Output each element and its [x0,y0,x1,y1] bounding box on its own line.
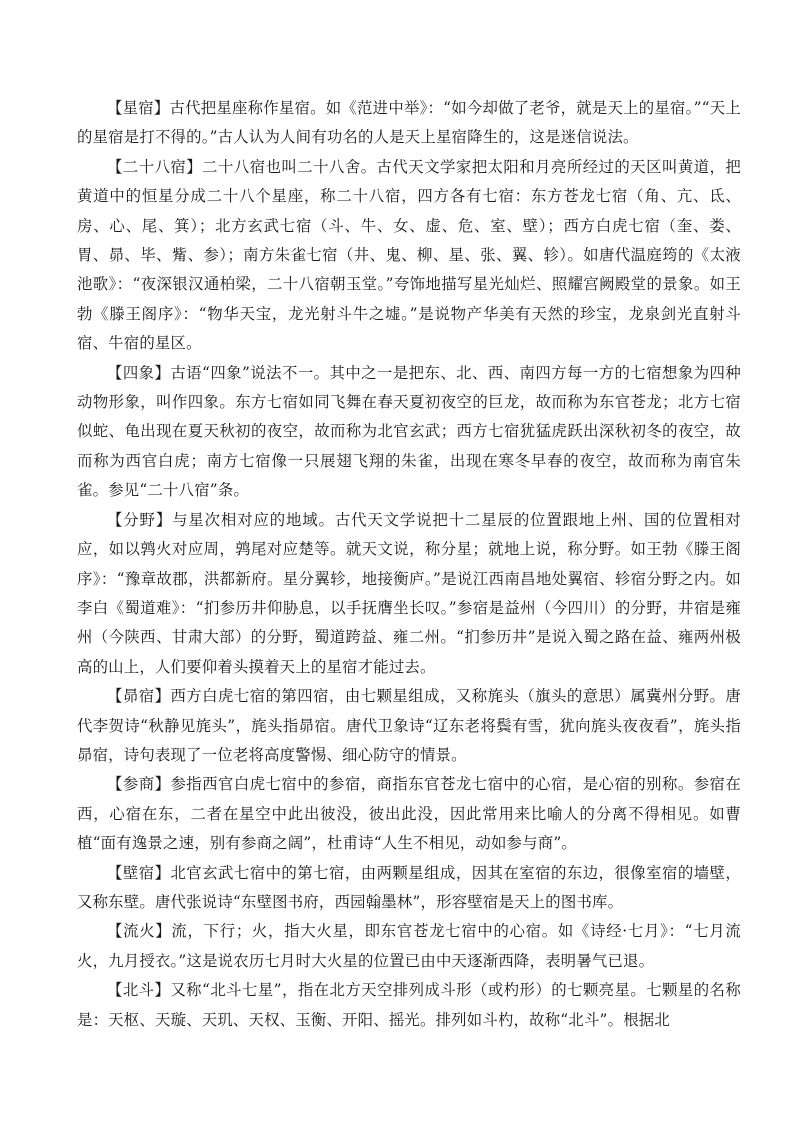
entry-term: 【参商】 [107,775,171,794]
entry-text: 与星次相对应的地域。古代天文学说把十二星辰的位置跟地上州、国的位置相对应，如以鹑火对应周，鹑尾对应楚等。就天文说，称分星；就地上说，称分野。如王勃《滕王阁序》：“豫章故郡，洪都新府。星分翼轸，地接衡庐。”是说江西南昌地处翼宿、轸宿分野之内。如李白《蜀道难》：“扪参历井仰胁息，以手抚膺坐长叹。”参宿是益州（今四川）的分野，井宿是雍州（今陕西、甘肃大部）的分野，蜀道跨益、雍二州。“扪参历井”是说入蜀之路在益、雍两州极高的山上，人们要仰着头摸着天上的星宿才能过去。 [77,510,741,676]
entry-ershibaxiu [77,153,741,359]
entry-term: 【北斗】 [107,981,171,1000]
entry-text: 北官玄武七宿中的第七宿，由两颗星组成，因其在室宿的东边，很像室宿的墙壁，又称东壁。唐代张说诗“东壁图书府，西园翰墨林”，形容壁宿是天上的图书库。 [77,863,741,911]
entry-term: 【星宿】 [107,99,170,117]
entry-beidou [77,976,741,1035]
entry-bixiu [77,859,741,918]
entry-term: 【四象】 [107,363,171,382]
entry-maoxiu [77,682,741,770]
entry-text: 古代把星座称作星宿。如《范进中举》：“如今却做了老爷，就是天上的星宿。”“天上的星宿是打不得的。”古人认为人间有功名的人是天上星宿降生的，这是迷信说法。 [77,99,741,147]
entry-xingxiu [77,94,741,153]
entry-term: 【昴宿】 [107,687,171,706]
entry-term: 【分野】 [107,510,173,529]
entry-term: 【壁宿】 [107,863,171,882]
entry-text: 西方白虎七宿的第四宿，由七颗星组成，又称旄头（旗头的意思）属冀州分野。唐代李贺诗“秋静见旄头”，旄头指昴宿。唐代卫象诗“辽东老将鬓有雪，犹向旄头夜夜看”，旄头指昴宿，诗句表现了一位老将高度警惕、细心防守的情景。 [77,687,741,764]
entry-liuhuo [77,917,741,976]
entry-term: 【二十八宿】 [107,157,203,176]
entry-canshang [77,770,741,858]
entry-text: 古语“四象”说法不一。其中之一是把东、北、西、南四方每一方的七宿想象为四种动物形象，叫作四象。东方七宿如同飞舞在春天夏初夜空的巨龙，故而称为东官苍龙；北方七宿似蛇、龟出现在夏天秋初的夜空，故而称为北官玄武；西方七宿犹猛虎跃出深秋初冬的夜空，故而称为西官白虎；南方七宿像一只展翅飞翔的朱雀，出现在寒冬早春的夜空，故而称为南官朱雀。参见“二十八宿”条。 [77,363,741,500]
document-page [77,94,741,1035]
entry-text: 又称“北斗七星”，指在北方天空排列成斗形（或杓形）的七颗亮星。七颗星的名称是：天枢、天璇、天玑、天权、玉衡、开阳、摇光。排列如斗杓，故称“北斗”。根据北 [77,981,741,1029]
entry-sixiang [77,359,741,506]
entry-text: 参指西官白虎七宿中的参宿，商指东官苍龙七宿中的心宿，是心宿的别称。参宿在西，心宿在东，二者在星空中此出彼没，彼出此没，因此常用来比喻人的分离不得相见。如曹植“面有逸景之速，别有参商之阔”，杜甫诗“人生不相见，动如参与商”。 [77,775,741,853]
entry-fenye [77,506,741,682]
entry-text: 二十八宿也叫二十八舍。古代天文学家把太阳和月亮所经过的天区叫黄道，把黄道中的恒星分成二十八个星座，称二十八宿，四方各有七宿：东方苍龙七宿（角、亢、氐、房、心、尾、箕）；北方玄武七宿（斗、牛、女、虚、危、室、壁）；西方白虎七宿（奎、娄、胃、昴、毕、觜、参）；南方朱雀七宿（井、鬼、柳、星、张、翼、轸）。如唐代温庭筠的《太液池歌》：“夜深银汉通柏梁，二十八宿朝玉堂。”夸饰地描写星光灿烂、照耀宫阙殿堂的景象。如王勃《滕王阁序》：“物华天宝，龙光射斗牛之墟。”是说物产华美有天然的珍宝，龙泉剑光直射斗宿、牛宿的星区。 [77,157,741,353]
entry-text: 流，下行；火，指大火星，即东官苍龙七宿中的心宿。如《诗经·七月》：“七月流火，九月授衣。”这是说农历七月时大火星的位置已由中天逐渐西降，表明暑气已退。 [77,922,741,970]
entry-term: 【流火】 [107,922,172,941]
